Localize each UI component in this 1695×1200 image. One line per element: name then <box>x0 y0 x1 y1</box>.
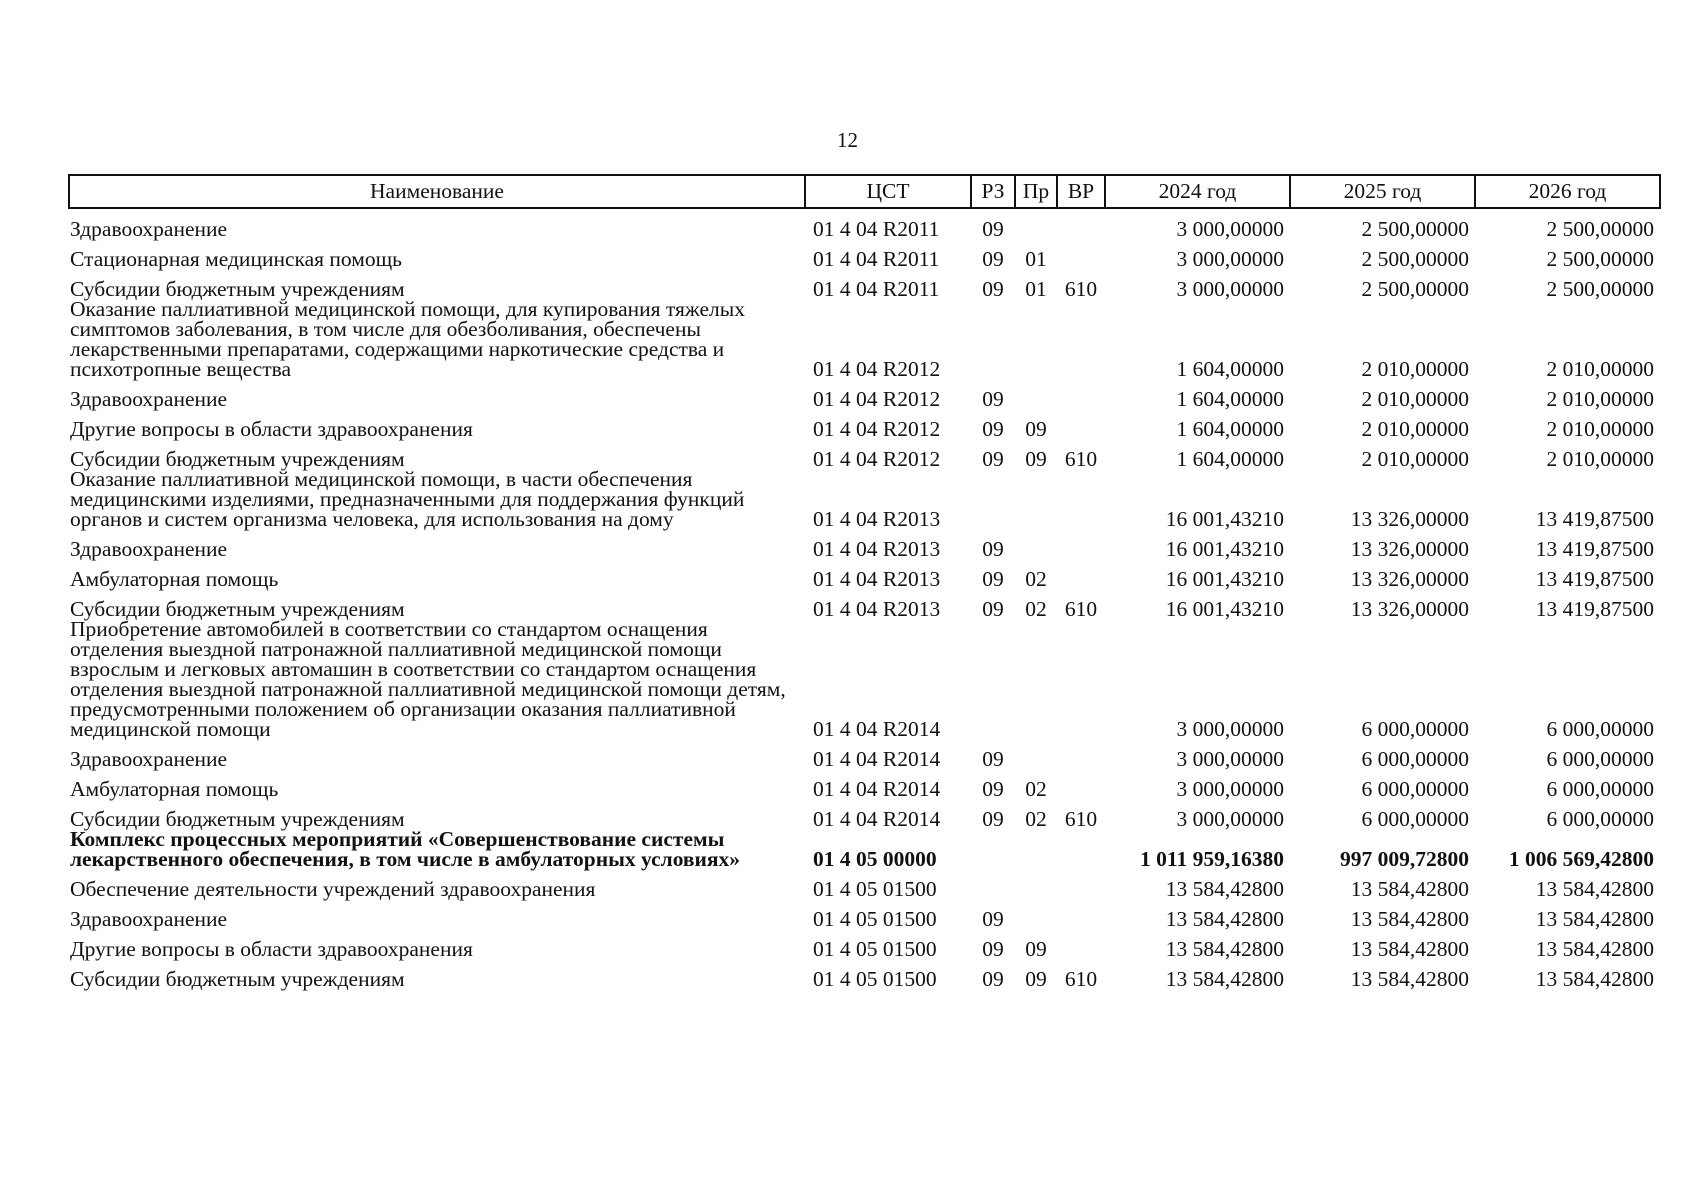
cell-name: Комплекс процессных мероприятий «Совершенствование системы лекарственного обеспечения, в том числе в амбулаторных условиях» <box>70 827 741 871</box>
cell-rz <box>971 829 1015 869</box>
cell-name: Другие вопросы в области здравоохранения <box>70 417 473 441</box>
cell-2026: 2 010,00000 <box>1546 447 1654 471</box>
cell-pr <box>1015 899 1057 929</box>
cell-rz: 09 <box>982 217 1004 241</box>
cell-2026: 2 010,00000 <box>1546 387 1654 411</box>
cell-2025: 2 500,00000 <box>1361 277 1469 301</box>
cell-2024: 3 000,00000 <box>1176 747 1284 771</box>
cell-name: Субсидии бюджетным учреждениям <box>70 597 405 621</box>
cell-name: Стационарная медицинская помощь <box>70 247 402 271</box>
cell-2026: 13 584,42800 <box>1535 937 1654 961</box>
cell-rz: 09 <box>982 967 1004 991</box>
cell-2024: 3 000,00000 <box>1176 217 1284 241</box>
cell-2026: 2 500,00000 <box>1546 217 1654 241</box>
cell-2024: 3 000,00000 <box>1176 247 1284 271</box>
cell-cst: 01 4 05 01500 <box>813 967 937 991</box>
table-row <box>69 959 1660 989</box>
cell-2024: 3 000,00000 <box>1176 277 1284 301</box>
cell-cst: 01 4 05 01500 <box>813 937 937 961</box>
table-row <box>69 379 1660 409</box>
cell-2025: 2 500,00000 <box>1361 217 1469 241</box>
cell-name: Здравоохранение <box>70 537 228 561</box>
cell-name: Субсидии бюджетным учреждениям <box>70 277 405 301</box>
cell-pr <box>1015 529 1057 559</box>
cell-2026: 13 419,87500 <box>1535 537 1654 561</box>
cell-2026: 13 584,42800 <box>1535 907 1654 931</box>
cell-vr <box>1057 409 1105 439</box>
cell-rz: 09 <box>982 447 1004 471</box>
cell-2024: 16 001,43210 <box>1165 537 1284 561</box>
cell-pr: 09 <box>1025 937 1047 961</box>
cell-rz: 09 <box>982 387 1004 411</box>
cell-2026: 6 000,00000 <box>1546 717 1654 741</box>
cell-2025: 13 584,42800 <box>1350 907 1469 931</box>
table-row <box>69 869 1660 899</box>
table-row <box>69 929 1660 959</box>
cell-pr: 09 <box>1025 417 1047 441</box>
cell-cst: 01 4 04 R2014 <box>813 747 941 771</box>
cell-pr: 01 <box>1025 277 1047 301</box>
cell-rz: 09 <box>982 777 1004 801</box>
cell-2026: 13 419,87500 <box>1535 507 1654 531</box>
cell-cst: 01 4 04 R2011 <box>813 247 940 271</box>
cell-2025: 2 010,00000 <box>1361 447 1469 471</box>
cell-2024: 3 000,00000 <box>1176 717 1284 741</box>
cell-2024: 1 604,00000 <box>1176 417 1284 441</box>
cell-2025: 6 000,00000 <box>1361 777 1469 801</box>
cell-2025: 13 584,42800 <box>1350 937 1469 961</box>
cell-2024: 13 584,42800 <box>1165 937 1284 961</box>
header-rz: РЗ <box>971 175 1015 208</box>
table-row <box>69 529 1660 559</box>
cell-vr <box>1057 299 1105 379</box>
cell-pr: 02 <box>1025 597 1047 621</box>
cell-2024: 13 584,42800 <box>1165 907 1284 931</box>
cell-pr: 02 <box>1025 807 1047 831</box>
header-2024: 2024 год <box>1105 175 1290 208</box>
cell-2025: 13 326,00000 <box>1350 567 1469 591</box>
cell-vr <box>1057 239 1105 269</box>
cell-2025: 6 000,00000 <box>1361 747 1469 771</box>
cell-cst: 01 4 04 R2013 <box>813 567 941 591</box>
cell-2024: 13 584,42800 <box>1165 877 1284 901</box>
cell-2024: 16 001,43210 <box>1165 507 1284 531</box>
cell-2025: 13 584,42800 <box>1350 967 1469 991</box>
cell-name: Здравоохранение <box>70 217 228 241</box>
cell-name: Субсидии бюджетным учреждениям <box>70 447 405 471</box>
cell-2026: 2 010,00000 <box>1546 357 1654 381</box>
cell-2025: 2 500,00000 <box>1361 247 1469 271</box>
cell-cst: 01 4 04 R2012 <box>813 417 941 441</box>
cell-cst: 01 4 04 R2012 <box>813 387 941 411</box>
cell-2025: 2 010,00000 <box>1361 387 1469 411</box>
cell-pr <box>1015 469 1057 529</box>
cell-cst: 01 4 04 R2014 <box>813 777 941 801</box>
cell-2024: 3 000,00000 <box>1176 777 1284 801</box>
cell-2025: 13 326,00000 <box>1350 537 1469 561</box>
cell-cst: 01 4 04 R2011 <box>813 277 940 301</box>
cell-rz: 09 <box>982 747 1004 771</box>
cell-vr: 610 <box>1064 447 1098 471</box>
cell-pr <box>1015 739 1057 769</box>
header-pr: Пр <box>1015 175 1057 208</box>
table-row <box>69 299 1660 379</box>
cell-name: Здравоохранение <box>70 907 228 931</box>
page-number: 12 <box>837 128 858 152</box>
cell-2026: 2 500,00000 <box>1546 277 1654 301</box>
cell-rz <box>971 299 1015 379</box>
cell-name: Обеспечение деятельности учреждений здравоохранения <box>70 877 596 901</box>
cell-cst: 01 4 05 00000 <box>813 847 937 871</box>
cell-rz <box>971 619 1015 739</box>
cell-vr <box>1057 829 1105 869</box>
table-row <box>69 409 1660 439</box>
cell-rz <box>971 869 1015 899</box>
cell-vr: 610 <box>1064 277 1098 301</box>
cell-2026: 1 006 569,42800 <box>1508 847 1654 871</box>
table-row <box>69 619 1660 739</box>
header-cst: ЦСТ <box>805 175 971 208</box>
cell-2026: 13 584,42800 <box>1535 877 1654 901</box>
cell-2024: 16 001,43210 <box>1165 597 1284 621</box>
table-row <box>69 589 1660 619</box>
table-header <box>69 175 1660 208</box>
cell-vr: 610 <box>1064 807 1098 831</box>
cell-cst: 01 4 04 R2012 <box>813 447 941 471</box>
cell-vr <box>1057 739 1105 769</box>
table-body <box>69 208 1660 989</box>
cell-vr <box>1057 559 1105 589</box>
cell-name: Другие вопросы в области здравоохранения <box>70 937 473 961</box>
cell-rz: 09 <box>982 937 1004 961</box>
cell-cst: 01 4 04 R2014 <box>813 717 941 741</box>
table-row <box>69 469 1660 529</box>
cell-name: Приобретение автомобилей в соответствии со стандартом оснащения отделения выездной патронажной паллиативной медицинской помощи взрослым и легковых автомашин в соответствии со стандартом оснащения отделения выездной патронажной паллиативной медицинской помощи детям, предусмотренными положением об организации оказания паллиативной медицинской помощи <box>70 617 786 741</box>
cell-name: Амбулаторная помощь <box>70 567 279 591</box>
cell-pr <box>1015 829 1057 869</box>
cell-vr: 610 <box>1064 967 1098 991</box>
cell-rz: 09 <box>982 807 1004 831</box>
cell-pr: 02 <box>1025 777 1047 801</box>
cell-2025: 997 009,72800 <box>1340 847 1469 871</box>
cell-pr <box>1015 379 1057 409</box>
table-row <box>69 239 1660 269</box>
cell-cst: 01 4 05 01500 <box>813 907 937 931</box>
cell-2026: 6 000,00000 <box>1546 777 1654 801</box>
cell-pr: 02 <box>1025 567 1047 591</box>
cell-rz: 09 <box>982 907 1004 931</box>
header-2025: 2025 год <box>1290 175 1475 208</box>
cell-rz: 09 <box>982 277 1004 301</box>
table-row <box>69 208 1660 239</box>
cell-pr <box>1015 299 1057 379</box>
cell-rz: 09 <box>982 247 1004 271</box>
cell-name: Оказание паллиативной медицинской помощи, для купирования тяжелых симптомов заболевания, в том числе для обезболивания, обеспечены лекарственными препаратами, содержащими наркотические средства и психотропные вещества <box>70 297 745 381</box>
cell-2024: 1 604,00000 <box>1176 447 1284 471</box>
header-name: Наименование <box>69 175 805 208</box>
table-row <box>69 799 1660 829</box>
cell-2026: 2 500,00000 <box>1546 247 1654 271</box>
cell-rz: 09 <box>982 537 1004 561</box>
cell-cst: 01 4 04 R2011 <box>813 217 940 241</box>
cell-vr <box>1057 619 1105 739</box>
cell-2026: 6 000,00000 <box>1546 747 1654 771</box>
cell-vr <box>1057 929 1105 959</box>
cell-2025: 2 010,00000 <box>1361 357 1469 381</box>
cell-2025: 6 000,00000 <box>1361 807 1469 831</box>
cell-2026: 6 000,00000 <box>1546 807 1654 831</box>
cell-2024: 1 011 959,16380 <box>1140 847 1284 871</box>
cell-vr: 610 <box>1064 597 1098 621</box>
cell-cst: 01 4 05 01500 <box>813 877 937 901</box>
cell-2026: 13 584,42800 <box>1535 967 1654 991</box>
cell-vr <box>1057 469 1105 529</box>
table-row <box>69 439 1660 469</box>
cell-pr <box>1015 208 1057 239</box>
header-2026: 2026 год <box>1475 175 1660 208</box>
cell-pr: 01 <box>1025 247 1047 271</box>
cell-2025: 13 326,00000 <box>1350 597 1469 621</box>
cell-2024: 13 584,42800 <box>1165 967 1284 991</box>
cell-vr <box>1057 379 1105 409</box>
table-row <box>69 769 1660 799</box>
cell-2025: 13 584,42800 <box>1350 877 1469 901</box>
table-row <box>69 269 1660 299</box>
cell-name: Субсидии бюджетным учреждениям <box>70 967 405 991</box>
cell-2025: 13 326,00000 <box>1350 507 1469 531</box>
cell-rz <box>971 469 1015 529</box>
cell-name: Оказание паллиативной медицинской помощи, в части обеспечения медицинскими изделиями, предназначенными для поддержания функций органов и систем организма человека, для использования на дому <box>70 467 745 531</box>
cell-rz: 09 <box>982 417 1004 441</box>
cell-2026: 2 010,00000 <box>1546 417 1654 441</box>
cell-2026: 13 419,87500 <box>1535 597 1654 621</box>
cell-name: Здравоохранение <box>70 747 228 771</box>
cell-name: Здравоохранение <box>70 387 228 411</box>
cell-2025: 2 010,00000 <box>1361 417 1469 441</box>
cell-rz: 09 <box>982 597 1004 621</box>
cell-2025: 6 000,00000 <box>1361 717 1469 741</box>
header-row <box>69 175 1660 208</box>
cell-vr <box>1057 769 1105 799</box>
cell-cst: 01 4 04 R2012 <box>813 357 941 381</box>
cell-pr <box>1015 619 1057 739</box>
cell-vr <box>1057 869 1105 899</box>
cell-2024: 1 604,00000 <box>1176 357 1284 381</box>
cell-cst: 01 4 04 R2013 <box>813 537 941 561</box>
cell-2024: 3 000,00000 <box>1176 807 1284 831</box>
cell-cst: 01 4 04 R2013 <box>813 597 941 621</box>
cell-pr <box>1015 869 1057 899</box>
table-row <box>69 559 1660 589</box>
budget-table <box>68 174 1661 989</box>
cell-rz: 09 <box>982 567 1004 591</box>
cell-vr <box>1057 529 1105 559</box>
table-row <box>69 899 1660 929</box>
cell-name: Амбулаторная помощь <box>70 777 279 801</box>
cell-pr: 09 <box>1025 967 1047 991</box>
cell-cst: 01 4 04 R2014 <box>813 807 941 831</box>
cell-name: Субсидии бюджетным учреждениям <box>70 807 405 831</box>
table-row <box>69 739 1660 769</box>
cell-vr <box>1057 208 1105 239</box>
cell-vr <box>1057 899 1105 929</box>
cell-cst: 01 4 04 R2013 <box>813 507 941 531</box>
header-vr: ВР <box>1057 175 1105 208</box>
cell-2026: 13 419,87500 <box>1535 567 1654 591</box>
table-row <box>69 829 1660 869</box>
cell-2024: 1 604,00000 <box>1176 387 1284 411</box>
cell-pr: 09 <box>1025 447 1047 471</box>
cell-2024: 16 001,43210 <box>1165 567 1284 591</box>
